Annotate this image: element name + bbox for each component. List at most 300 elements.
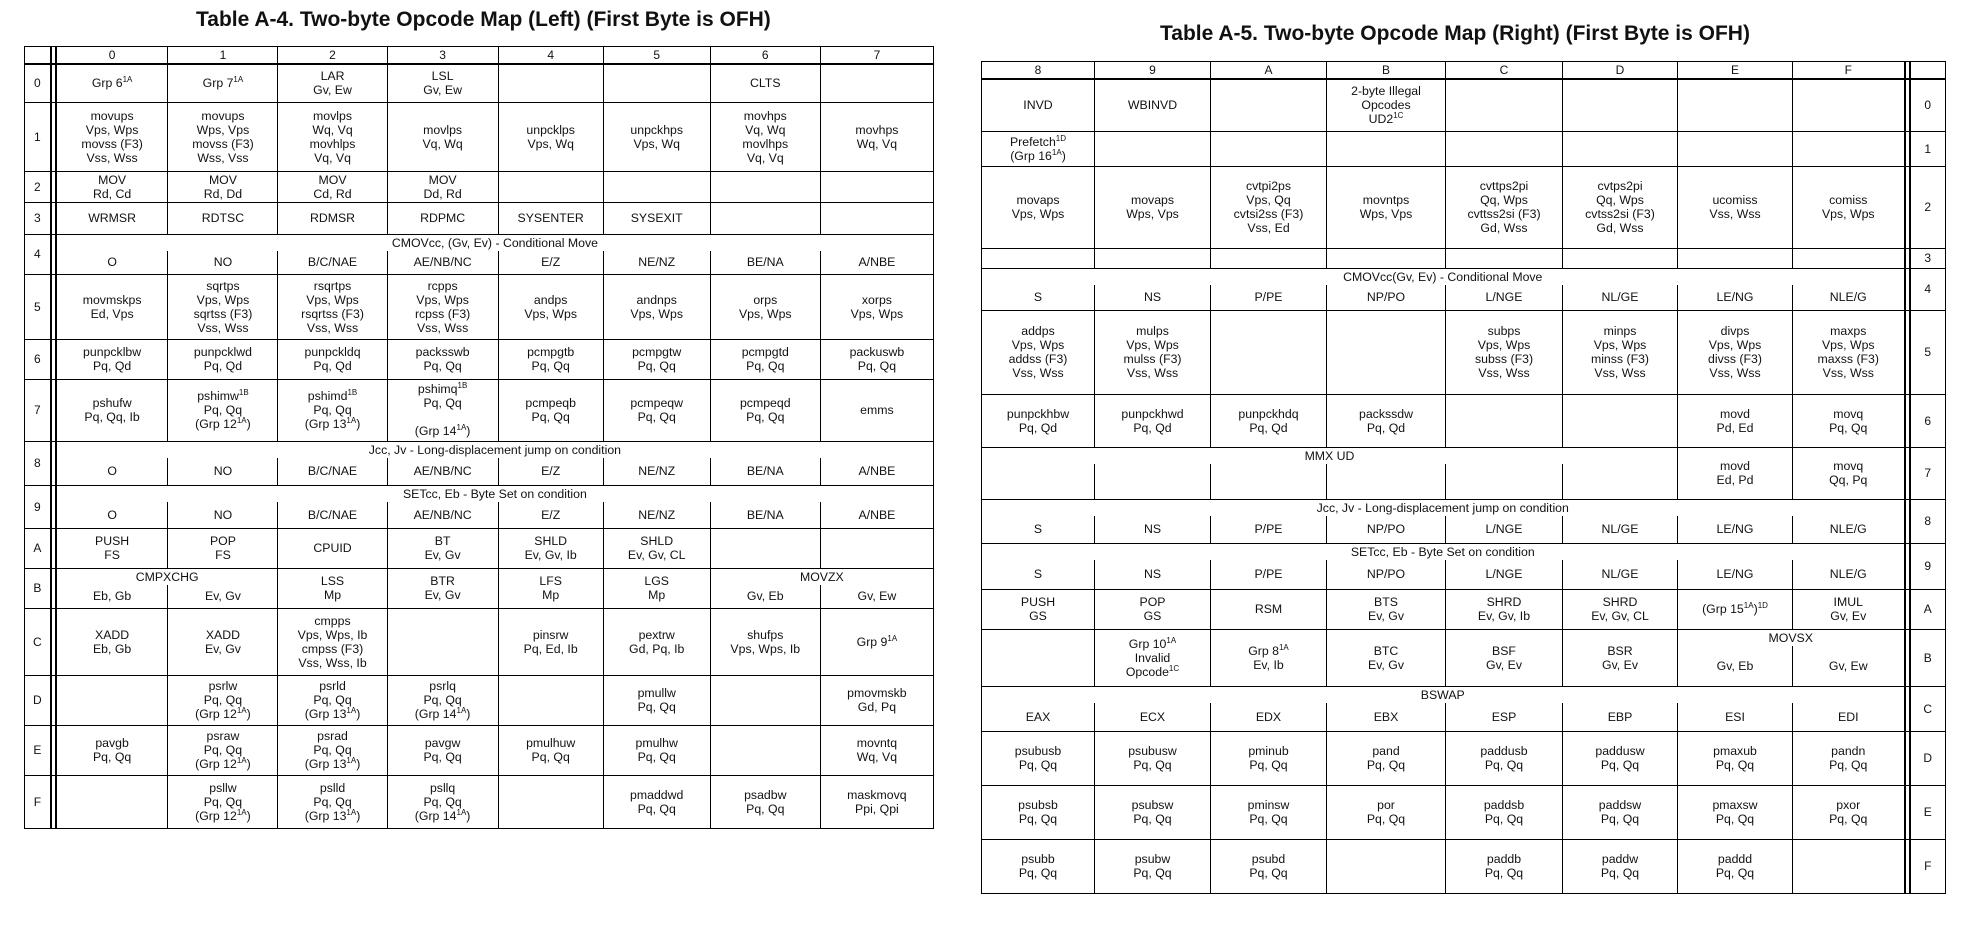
opcode-cell (1327, 516, 1446, 543)
opcode-cell (56, 64, 168, 102)
opcode-cell-line: Pq, Qq (1249, 866, 1288, 880)
opcode-cell (820, 675, 933, 725)
opcode-cell (1563, 560, 1678, 589)
opcode-cell-line: maxss (F3) (1817, 352, 1879, 366)
opcode-cell (56, 725, 168, 775)
opcode-cell-line: Gd, Wss (1596, 221, 1644, 235)
opcode-cell (710, 102, 820, 171)
opcode-cell-line: Vps, Wps (738, 306, 792, 321)
opcode-cell-line: EBP (1607, 709, 1633, 724)
opcode-cell (168, 202, 278, 234)
opcode-cell-line: Pq, Qq (1829, 812, 1868, 826)
opcode-cell-line: Pq, Qq (637, 410, 676, 424)
opcode-cell (982, 589, 1095, 629)
opcode-cell-line: PUSH (95, 534, 130, 548)
opcode-cell-line: rsqrtss (F3) (301, 306, 364, 321)
opcode-cell (1678, 785, 1793, 839)
opcode-cell-line: cvttps2pi (1479, 179, 1529, 193)
opcode-cell-line: MOV (208, 172, 237, 187)
opcode-cell (982, 629, 1095, 686)
opcode-cell-line: Opcode$^{1C}$ (1125, 663, 1180, 679)
opcode-cell-line: Vss, Wss (1709, 207, 1761, 221)
opcode-cell-line: movntps (1362, 193, 1410, 207)
opcode-cell (498, 675, 603, 725)
opcode-cell (820, 528, 933, 568)
row-label: F (25, 775, 51, 828)
opcode-cell-line: movups (90, 108, 134, 123)
opcode-cell-line: paddw (1601, 852, 1639, 866)
opcode-cell (603, 339, 710, 379)
opcode-cell-line: psrld (319, 679, 346, 693)
row-span-heading: Jcc, Jv - Long-displacement jump on condition (982, 499, 1905, 516)
opcode-cell (1211, 131, 1327, 166)
opcode-cell (1446, 703, 1563, 731)
column-header: A (1211, 62, 1327, 80)
opcode-cell (56, 274, 168, 339)
opcode-cell-line: LE/NG (1716, 567, 1754, 582)
opcode-cell-line: orps (753, 292, 778, 307)
opcode-cell (1678, 839, 1793, 893)
opcode-cell-line: pcmpgtb (527, 345, 575, 359)
opcode-cell-line: psllw (209, 780, 237, 795)
opcode-cell (498, 171, 603, 202)
row-label: 2 (1910, 166, 1946, 248)
opcode-cell (1327, 131, 1446, 166)
opcode-cell-line: shufps (747, 627, 784, 642)
opcode-cell-line: Pq, Qq (313, 743, 352, 757)
opcode-cell-line: $UD2^{1C}$ (1368, 111, 1404, 127)
opcode-cell-line: sqrtps (206, 278, 240, 293)
opcode-cell-line: Vps, Wps (306, 292, 359, 307)
opcode-cell-line: punpcklbw (83, 345, 142, 359)
opcode-cell-line: Pq, Qq (423, 693, 462, 707)
opcode-cell (982, 703, 1095, 731)
opcode-cell (603, 102, 710, 171)
opcode-cell-line: Pq, Qd (1018, 420, 1058, 435)
opcode-cell (603, 675, 710, 725)
opcode-cell-line: movlps (423, 122, 463, 137)
column-header: B (1327, 62, 1446, 80)
opcode-cell-line: cmpps (314, 613, 351, 628)
opcode-cell (1211, 310, 1327, 394)
opcode-cell (603, 458, 710, 485)
opcode-cell (498, 339, 603, 379)
opcode-cell (1678, 516, 1793, 543)
opcode-cell (603, 775, 710, 828)
opcode-cell-line: Ev, Gv (424, 548, 461, 562)
opcode-cell-line: (Grp $15^{1A})^{1D}$ (1702, 600, 1768, 616)
opcode-cell (1793, 394, 1905, 447)
opcode-cell (1793, 703, 1905, 731)
opcode-cell (387, 458, 498, 485)
opcode-cell-line: subss (F3) (1474, 352, 1534, 366)
row-label: 4 (1910, 268, 1946, 310)
row-span-heading: Jcc, Jv - Long-displacement jump on condition (56, 441, 934, 458)
opcode-cell-line: packssdw (1359, 406, 1413, 421)
opcode-cell (1327, 248, 1446, 268)
opcode-cell (1211, 516, 1327, 543)
opcode-cell (56, 171, 168, 202)
opcode-cell (498, 502, 603, 528)
opcode-cell-line: NLE/G (1829, 522, 1867, 537)
opcode-cell-line: Vq, Wq (422, 136, 463, 151)
opcode-cell-line: minss (F3) (1590, 352, 1650, 366)
opcode-cell-line: NO (213, 507, 233, 522)
opcode-cell (498, 202, 603, 234)
opcode-cell-line: cvtss2si (F3) (1585, 207, 1655, 221)
opcode-cell-line: O (107, 507, 117, 522)
opcode-cell (387, 202, 498, 234)
opcode-cell-line: WRMSR (88, 211, 137, 225)
opcode-cell-line: AE/NB/NC (413, 464, 472, 479)
opcode-cell-line: LAR (320, 69, 345, 84)
opcode-cell-line: SHLD (640, 534, 674, 548)
opcode-cell-line: psraw (206, 729, 240, 743)
opcode-cell (278, 339, 387, 379)
opcode-cell-line: Pq, Qq (746, 410, 785, 424)
row-label: F (1910, 839, 1946, 893)
opcode-cell (982, 310, 1095, 394)
opcode-cell-line: Pq, Qq (1133, 866, 1172, 880)
row-group-heading: MOVSX (1678, 629, 1905, 646)
opcode-cell-line: pand (1372, 744, 1400, 758)
opcode-cell (1446, 248, 1563, 268)
opcode-cell-line: xorps (861, 292, 892, 307)
opcode-cell-line: NE/NZ (638, 507, 676, 522)
opcode-cell-line: punpckldq (304, 345, 361, 359)
opcode-cell-line: PUSH (1020, 595, 1056, 609)
opcode-cell-line: Pq, Qq (637, 801, 676, 816)
opcode-cell (603, 528, 710, 568)
opcode-cell-line: Wq, Vq (856, 136, 898, 151)
column-header: C (1446, 62, 1563, 80)
opcode-cell (1095, 394, 1211, 447)
opcode-cell (820, 775, 933, 828)
opcode-cell (820, 274, 933, 339)
opcode-cell-line: Vss, Wss (1822, 366, 1874, 380)
row-span-heading: BSWAP (982, 686, 1905, 703)
opcode-cell (1211, 166, 1327, 248)
opcode-cell-line: Vps, Wps (850, 306, 904, 321)
opcode-cell-line: por (1377, 798, 1395, 812)
table-a4-title: Table A-4. Two-byte Opcode Map (Left) (First Byte is OFH) (196, 8, 771, 31)
opcode-cell (710, 608, 820, 675)
opcode-cell-line: rcpps (427, 278, 458, 293)
opcode-cell-line: Pq, Qq (1715, 758, 1755, 772)
opcode-cell-line: NP/PO (1366, 567, 1406, 582)
opcode-cell-line: SHLD (534, 534, 568, 548)
opcode-cell-line: Vps, Wps (524, 306, 577, 321)
opcode-cell (278, 528, 387, 568)
opcode-cell (1211, 839, 1327, 893)
opcode-cell-line: Vss, Wss (1012, 366, 1064, 380)
column-header: D (1563, 62, 1678, 80)
opcode-cell-line: psllq (429, 780, 456, 795)
opcode-cell-line: Vps, Wq (527, 136, 574, 151)
opcode-cell-line: (Grp $12^{1A}$) (195, 415, 251, 431)
opcode-cell (387, 608, 498, 675)
opcode-cell (278, 274, 387, 339)
row-span-heading: CMOVcc(Gv, Ev) - Conditional Move (982, 268, 1905, 285)
opcode-cell-line: Vps, Wps (1011, 338, 1065, 352)
opcode-cell-line: pslld (319, 780, 346, 795)
corner-cell (25, 47, 51, 65)
opcode-cell (1446, 79, 1563, 131)
opcode-cell-line: paddb (1486, 852, 1522, 866)
opcode-cell-line: NLE/G (1829, 290, 1867, 305)
opcode-cell (1678, 731, 1793, 785)
opcode-cell-line: GS (1029, 609, 1047, 623)
opcode-cell (168, 528, 278, 568)
opcode-cell (1446, 629, 1563, 686)
opcode-cell-line: Ev, Gv (424, 588, 461, 602)
opcode-cell (278, 102, 387, 171)
opcode-cell (982, 285, 1095, 310)
opcode-cell-line: Rd, Dd (203, 186, 243, 201)
opcode-cell-line: POP (209, 534, 236, 548)
opcode-cell-line: Gd, Wss (1480, 221, 1528, 235)
opcode-cell-line: emms (860, 403, 894, 417)
opcode-cell (603, 251, 710, 274)
opcode-cell (1095, 131, 1211, 166)
opcode-cell (820, 102, 933, 171)
opcode-cell-line: Pq, Qq (857, 359, 897, 373)
opcode-cell (1678, 248, 1793, 268)
opcode-cell-line: XADD (95, 627, 130, 642)
opcode-cell-line: POP (1139, 595, 1166, 609)
opcode-cell (1095, 516, 1211, 543)
opcode-cell (820, 379, 933, 441)
opcode-cell-line: LFS (539, 574, 562, 588)
opcode-cell-line: Ev, Gv, CL (627, 548, 686, 562)
opcode-cell-line: Pq, Qd (1249, 420, 1288, 435)
opcode-cell-line: Grp $7^{1A}$ (202, 75, 244, 91)
opcode-cell-line: psubsw (1131, 798, 1174, 812)
opcode-cell-line: P/PE (1254, 567, 1283, 582)
opcode-cell-line: mulss (F3) (1123, 352, 1182, 366)
opcode-cell-line: pshufw (92, 396, 132, 410)
table-a5-title: Table A-5. Two-byte Opcode Map (Right) (First Byte is OFH) (1160, 22, 1750, 45)
opcode-cell-line: Pq, Qq (423, 750, 462, 764)
opcode-cell-line: movlhps (742, 136, 789, 151)
opcode-cell-line: Pq, Qd (313, 359, 352, 373)
opcode-cell-line: MOV (318, 172, 347, 187)
opcode-cell-line: XADD (205, 627, 241, 642)
opcode-cell-line: Pq, Qq (1018, 866, 1058, 880)
opcode-cell-line: B/C/NAE (307, 464, 358, 479)
opcode-cell (56, 608, 168, 675)
opcode-cell-line: A/NBE (858, 507, 896, 522)
opcode-cell-line: cvtps2pi (1597, 179, 1643, 193)
opcode-cell (278, 675, 387, 725)
opcode-cell (1446, 310, 1563, 394)
opcode-cell (1678, 79, 1793, 131)
opcode-cell (1095, 839, 1211, 893)
opcode-cell (710, 775, 820, 828)
opcode-cell-line: Pq, Qq (1133, 758, 1172, 772)
opcode-map-right-table (981, 61, 1946, 894)
opcode-cell-line: INVD (1023, 98, 1053, 113)
opcode-cell-line: Grp $9^{1A}$ (856, 633, 898, 649)
opcode-cell (498, 528, 603, 568)
row-label: 8 (1910, 499, 1946, 543)
opcode-cell-line: unpcklps (526, 122, 575, 137)
opcode-cell (56, 202, 168, 234)
opcode-cell (1678, 394, 1793, 447)
opcode-cell-line: SHRD (1602, 595, 1638, 609)
row-group-heading: CMPXCHG (56, 568, 278, 585)
opcode-cell-line: paddd (1717, 852, 1753, 866)
opcode-cell-line: pmaddwd (630, 787, 684, 802)
opcode-cell (56, 251, 168, 274)
opcode-cell (1678, 589, 1793, 629)
opcode-cell-line: maxps (1830, 324, 1867, 338)
opcode-cell (56, 528, 168, 568)
opcode-cell-line: rcpss (F3) (414, 306, 471, 321)
opcode-cell (1678, 166, 1793, 248)
opcode-cell-line: NE/NZ (638, 255, 676, 270)
opcode-cell (1095, 629, 1211, 686)
opcode-cell (1095, 464, 1211, 499)
column-header: 7 (820, 47, 933, 65)
opcode-cell (56, 775, 168, 828)
opcode-cell-line: LE/NG (1716, 290, 1754, 305)
opcode-cell-line: CLTS (750, 76, 781, 91)
opcode-cell-line: comiss (1829, 193, 1868, 207)
opcode-cell-line: Pq, Qq (1829, 758, 1868, 772)
opcode-cell (1327, 839, 1446, 893)
opcode-cell (1793, 785, 1905, 839)
opcode-cell-line: Ppi, Qpi (855, 801, 899, 816)
opcode-cell (603, 171, 710, 202)
opcode-cell-line: Pq, Ed, Ib (523, 641, 578, 656)
opcode-cell (1563, 166, 1678, 248)
opcode-cell-line: Gv, Eb (1716, 658, 1754, 673)
opcode-cell (1095, 166, 1211, 248)
opcode-cell-line: S (1033, 522, 1043, 537)
opcode-cell-line (389, 410, 497, 424)
opcode-cell (1678, 131, 1793, 166)
opcode-cell-line: Ev, Gv, Ib (1477, 609, 1531, 623)
opcode-cell-line: minps (1603, 324, 1637, 338)
opcode-cell-line: A/NBE (858, 464, 896, 479)
opcode-cell (1563, 310, 1678, 394)
row-label: 3 (1910, 248, 1946, 268)
opcode-cell-line: NE/NZ (638, 464, 676, 479)
opcode-cell (603, 274, 710, 339)
opcode-cell (1446, 589, 1563, 629)
opcode-cell (710, 379, 820, 441)
opcode-cell-line: Pq, Qq (313, 403, 352, 417)
opcode-cell (1793, 646, 1905, 686)
opcode-cell (168, 775, 278, 828)
opcode-cell (1095, 248, 1211, 268)
opcode-cell-line: movss (F3) (81, 136, 143, 151)
opcode-cell-line: Vps, Wps (1593, 338, 1647, 352)
opcode-cell-line: paddsw (1598, 798, 1642, 812)
opcode-cell-line: (Grp $13^{1A}$) (304, 807, 361, 823)
opcode-cell (278, 568, 387, 608)
opcode-cell-line: Vps, Wps (1126, 338, 1179, 352)
opcode-cell (1563, 785, 1678, 839)
opcode-cell (1327, 560, 1446, 589)
opcode-cell-line: Mp (648, 588, 666, 602)
opcode-cell-line: pandn (1831, 744, 1866, 758)
opcode-cell-line: EDX (1255, 709, 1282, 724)
opcode-cell-line: Vq, Vq (314, 150, 351, 165)
opcode-cell-line: E/Z (541, 255, 561, 270)
opcode-cell (1446, 394, 1563, 447)
opcode-cell-line: NP/PO (1366, 522, 1406, 537)
opcode-cell-line: B/C/NAE (307, 507, 358, 522)
opcode-cell-line: Dd, Rd (423, 186, 462, 201)
row-label: 5 (1910, 310, 1946, 394)
opcode-cell-line: pshimd$^{1B}$ (307, 387, 358, 403)
opcode-cell-line: pinsrw (532, 627, 569, 642)
opcode-cell (1563, 731, 1678, 785)
opcode-cell (1563, 629, 1678, 686)
opcode-cell (1563, 589, 1678, 629)
opcode-cell (1211, 79, 1327, 131)
opcode-cell (710, 502, 820, 528)
opcode-cell-line: A/NBE (858, 255, 896, 270)
opcode-cell-line: NP/PO (1366, 290, 1406, 305)
opcode-cell-line: B/C/NAE (307, 255, 358, 270)
opcode-cell (168, 64, 278, 102)
column-header: 5 (603, 47, 710, 65)
corner-cell (1910, 62, 1946, 80)
opcode-cell (56, 102, 168, 171)
row-label: 0 (1910, 79, 1946, 131)
column-header: 1 (168, 47, 278, 65)
opcode-cell-line: Pq, Qq (1249, 758, 1288, 772)
opcode-cell-line: RSM (1254, 602, 1283, 616)
opcode-cell-line: movd (1719, 406, 1751, 421)
opcode-cell (168, 339, 278, 379)
opcode-cell-line: IMUL (1833, 595, 1863, 609)
opcode-cell-line: Pq, Qq (531, 750, 570, 764)
opcode-cell-line: Vss, Wss (1478, 366, 1530, 380)
opcode-cell-line: LGS (644, 574, 670, 588)
opcode-cell (1327, 394, 1446, 447)
opcode-cell (1793, 560, 1905, 589)
opcode-cell (1563, 79, 1678, 131)
opcode-cell-line: Vq, Vq (746, 150, 784, 165)
opcode-cell-line: Pq, Qq (531, 359, 570, 373)
opcode-cell-line: Gv, Ev (1830, 609, 1867, 623)
opcode-cell-line: LE/NG (1716, 522, 1754, 537)
opcode-cell (387, 675, 498, 725)
opcode-cell (710, 339, 820, 379)
opcode-cell-line: Gv, Eb (746, 589, 784, 604)
row-label: A (25, 528, 51, 568)
opcode-cell (1678, 703, 1793, 731)
row-label: C (25, 608, 51, 675)
row-label: 0 (25, 64, 51, 102)
opcode-cell (710, 528, 820, 568)
row-span-heading: SETcc, Eb - Byte Set on condition (982, 543, 1905, 560)
opcode-cell-line: BTC (1373, 643, 1399, 658)
opcode-cell-line: punpckhbw (1006, 406, 1070, 421)
opcode-cell (820, 339, 933, 379)
opcode-cell (982, 166, 1095, 248)
opcode-cell-line: AE/NB/NC (413, 255, 472, 270)
opcode-cell-line: Vss, Wss (197, 320, 249, 335)
opcode-cell (820, 502, 933, 528)
opcode-cell-line: unpckhps (630, 122, 684, 137)
opcode-cell (1327, 285, 1446, 310)
opcode-cell-line: punpckhwd (1121, 406, 1184, 421)
